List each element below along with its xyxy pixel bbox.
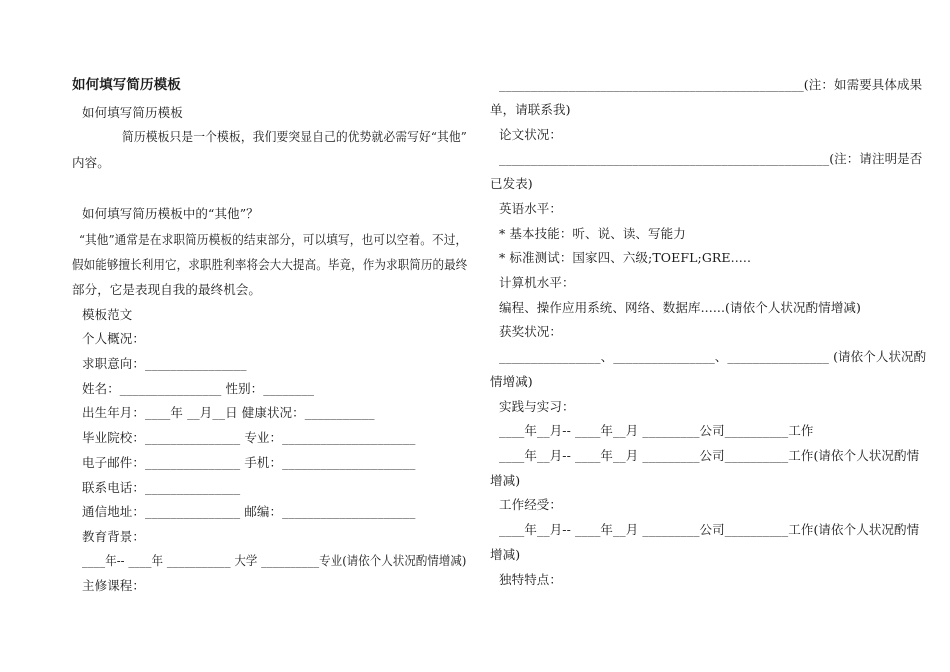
form-line: 通信地址：_______________ 邮编：_____________________	[82, 504, 416, 519]
form-line: * 标准测试：国家四、六级;TOEFL;GRE.....	[499, 250, 752, 265]
form-line: 单，请联系我)	[490, 102, 571, 117]
form-line: 教育背景：	[82, 529, 146, 544]
form-line: 已发表)	[490, 176, 533, 191]
document-title: 如何填写简历模板	[72, 77, 181, 93]
form-line: ____年__月-- ____年__月 _________公司__________工作(请依个人状况酌情	[499, 448, 920, 463]
form-line: ________________、________________、________________ (请依个人状况酌	[499, 349, 927, 364]
form-line: ____年__月-- ____年__月 _________公司__________工作(请依个人状况酌情	[499, 522, 920, 537]
form-line: 工作经受：	[499, 497, 563, 512]
form-line: * 基本技能：听、说、读、写能力	[499, 226, 686, 241]
paragraph-line: 假如能够擅长利用它，求职胜利率将会大大提高。毕竟，作为求职简历的最终	[72, 257, 468, 272]
form-line: ____________________________________________________(注：请注明是否	[499, 151, 923, 166]
paragraph-line: 简历模板只是一个模板，我们要突显自己的优势就必需写好“其他”	[122, 129, 467, 144]
form-line: 求职意向：________________	[82, 356, 247, 371]
paragraph-line: 部分，它是表现自我的最终机会。	[72, 282, 262, 297]
form-line: 电子邮件：_______________ 手机：_____________________	[82, 455, 416, 470]
form-line: 增减)	[490, 473, 521, 488]
paragraph-line: “其他”通常是在求职简历模板的结束部分，可以填写，也可以空着。不过，	[79, 232, 468, 247]
form-line: 姓名：________________ 性别：________	[82, 381, 315, 396]
form-line: 毕业院校：_______________ 专业：_____________________	[82, 430, 416, 445]
paragraph-line: 内容。	[72, 155, 110, 170]
form-line: ____年__月-- ____年__月 _________公司__________工作	[499, 423, 814, 438]
form-line: ________________________________________________(注：如需要具体成果	[499, 77, 923, 92]
form-line: 英语水平：	[499, 201, 563, 216]
form-line: 个人概况：	[82, 331, 146, 346]
form-line: 获奖状况：	[499, 324, 563, 339]
form-line: ____年-- ____年 ___________ 大学 __________专业(请依个人状况酌情增减)	[82, 553, 467, 568]
form-line: 独特特点：	[499, 572, 563, 587]
form-line: 增减)	[490, 547, 521, 562]
form-line: 编程、操作应用系统、网络、数据库......(请依个人状况酌情增减)	[499, 300, 861, 315]
form-line: 计算机水平：	[499, 275, 575, 290]
form-line: 论文状况：	[499, 127, 563, 142]
form-line: 模板范文	[82, 307, 133, 322]
form-line: 实践与实习：	[499, 399, 575, 414]
form-line: 出生年月：____年 __月__日 健康状况：___________	[82, 405, 375, 420]
section-heading: 如何填写简历模板中的“其他”？	[82, 206, 259, 221]
form-line: 情增减)	[490, 374, 533, 389]
form-line: 主修课程：	[82, 578, 146, 593]
form-line: 联系电话：_______________	[82, 480, 241, 495]
section-heading: 如何填写简历模板	[82, 105, 183, 120]
